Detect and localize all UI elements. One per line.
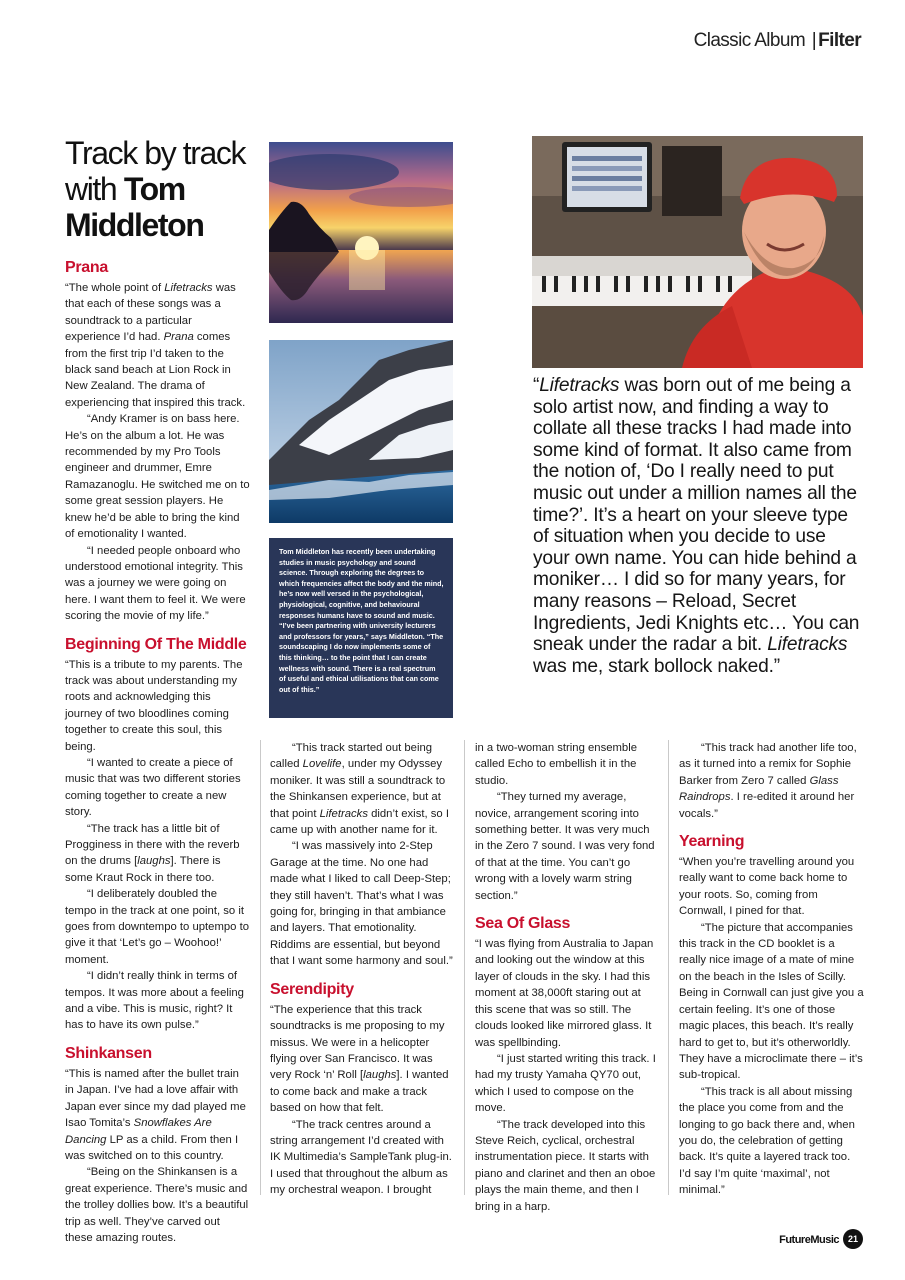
heading-beginning-of-the-middle: Beginning Of The Middle <box>65 635 247 653</box>
paragraph: “I didn’t really think in terms of tempos. It was more about a feeling and a vibe. This is music, right? It has to have its own pulse.” <box>65 970 244 1032</box>
title-line1: Track by track <box>65 135 246 171</box>
paragraph: “This is a tribute to my parents. The track was about understanding my roots and acknowledging this journey of two bloodlines coming together to create this soul, this being. <box>65 658 243 753</box>
paragraph: “The whole point of Lifetracks was that each of these songs was a soundtrack to a particular experience I’d had. Prana comes from the first trip I’d taken to the black sand beach at Lion Rock in New Zealand. The drama of experiencing that inspired this track. <box>65 282 246 409</box>
paragraph: “They turned my average, novice, arrangement scoring into something better. It was very much in the Zero 7 sound. I was very fond of that at the time. You can’t go wrong with a lovely warm string section.” <box>475 791 655 902</box>
quote-album-1: Lifetracks <box>539 375 620 396</box>
paragraph: “I just started writing this track. I had my trusty Yamaha QY70 out, which I used to compose on the move. <box>475 1052 656 1115</box>
sunset-rock-image <box>269 142 453 323</box>
quote-body: was born out of me being a solo artist now, and finding a way to collate all these tracks I had made into some kind of format. It also came from the notion of, ‘Do I really need to put music out under a million names all the time?’. It’s a heart on your sleeve type of situation when you decide to use your own name. You can hide behind a moniker… I did so for many years, for many reasons – Reload, Secret Ingredients, Jedi Knights etc… You can sneak under the radar a bit. <box>533 375 860 656</box>
column-1 <box>65 258 250 1246</box>
studio-portrait-image <box>532 136 863 368</box>
paragraph: “I needed people onboard who understood emotional integrity. This was a journey we were going on here. I want them to feel it. We were scoring the movie of my life.” <box>65 544 246 623</box>
article-title <box>65 135 265 243</box>
sunset-rock-photo <box>269 142 453 323</box>
paragraph: “I was flying from Australia to Japan and looking out the window at this layer of clouds in the sky. I had this moment at 38,000ft staring out at this scene that was so still. The clouds looked like mirrored glass. It was spellbinding. <box>475 938 654 1049</box>
section-header <box>694 30 861 52</box>
paragraph: “This track started out being called Lovelife, under my Odyssey moniker. It was still a soundtrack to the Shinkansen experience, but at that point Lifetracks didn’t exist, so I came up with another name for it. <box>270 742 449 837</box>
paragraph: “Andy Kramer is on bass here. He’s on the album a lot. He was recommended by my Pro Tools engineer and drummer, Emre Ramazanoglu. He switched me on to some great session players. He knew he’d be able to bring the kind of emotionality I wanted. <box>65 413 250 541</box>
tom-middleton-photo <box>532 136 863 368</box>
heading-sea-of-glass: Sea Of Glass <box>475 915 571 933</box>
pull-quote <box>533 375 861 677</box>
quote-album-2: Lifetracks <box>767 634 848 656</box>
heading-serendipity: Serendipity <box>270 980 354 998</box>
column-divider <box>260 740 261 1195</box>
column-4 <box>679 740 864 1199</box>
header-separator: | <box>811 30 817 51</box>
paragraph: “The track has a little bit of Progginess in there with the reverb on the drums [laughs]. There is some Kraut Rock in there too. <box>65 822 240 884</box>
column-2 <box>270 740 455 1199</box>
quote-end: was me, stark bollock naked.” <box>533 655 780 677</box>
paragraph: “When you’re travelling around you really want to come back home to your roots. So, coming from Cornwall, I pined for that. <box>679 856 855 918</box>
mountain-lake-image <box>269 340 453 523</box>
paragraph: “I was massively into 2-Step Garage at the time. No one had made what I liked to call Deep-Step; they still haven’t. That’s what I was going for, bringing in that ambiance and layers. That emotionality. Riddims are essential, but beyond that I want some harmony and soul.” <box>270 840 453 968</box>
column-3 <box>475 740 660 1215</box>
column-divider <box>464 740 465 1195</box>
mountain-lake-photo <box>269 340 453 523</box>
paragraph: “Being on the Shinkansen is a great experience. There’s music and the trolley dollies bow. It’s a beautiful trip as well. They’ve carved out these amazing routes. <box>65 1166 249 1244</box>
column-divider <box>668 740 669 1195</box>
paragraph: “The picture that accompanies this track in the CD booklet is a really nice image of a mate of mine on the beach in the Isles of Scilly. Being in Cornwall can just give you a certain feeling. It’s one of those magic places, this beach. It’s really hard to get to, but it’s otherworldly. They have a microclimate there – it’s sub-tropical. <box>679 921 864 1082</box>
paragraph: “I deliberately doubled the tempo in the track at one point, so it goes from downtempo to uptempo to give it that ‘Let’s go – Woohoo!’ moment. <box>65 888 249 966</box>
heading-shinkansen: Shinkansen <box>65 1044 152 1062</box>
title-with: with <box>65 171 117 207</box>
heading-yearning: Yearning <box>679 833 745 851</box>
quote-open: “ <box>533 375 540 396</box>
paragraph: in a two-woman string ensemble called Echo to embellish it in the studio. <box>475 742 637 787</box>
paragraph: “This is named after the bullet train in Japan. I’ve had a love affair with Japan ever since my dad played me Isao Tomita’s Snowflakes Are Dancing LP as a child. From then I was switched on to this country. <box>65 1067 246 1162</box>
section-tag: Filter <box>818 30 861 51</box>
paragraph: “The track developed into this Steve Reich, cyclical, orchestral instrumentation piece. It starts with piano and clarinet and then an oboe plays the main theme, and then I bring in a harp. <box>475 1118 656 1213</box>
paragraph: “This track is all about missing the place you come from and the longing to go back there and, when you do, the celebration of getting back. It’s quite a layered track too. I’d say I’m quite ‘maximal’, not minimal.” <box>679 1085 855 1197</box>
paragraph: “The experience that this track soundtracks is me proposing to my missus. We were in a helicopter flying over San Francisco. It was very Rock ‘n’ Roll [laughs]. I wanted to come back and make a track based on how that felt. <box>270 1003 449 1115</box>
paragraph: “This track had another life too, as it turned into a remix for Sophie Barker from Zero 7 called Glass Raindrops. I re-edited it around her vocals.” <box>679 742 857 820</box>
paragraph: “The track centres around a string arrangement I’d created with IK Multimedia’s SampleTank plug-in. I used that throughout the album as my orchestral weapon. I brought <box>270 1118 452 1197</box>
caption-text: Tom Middleton has recently been undertaking studies in music psychology and sound science. Through exploring the degrees to which frequencies affect the body and the mind, he’s now well versed in the psychological, physiological, cognitive, and behavioural responses humans have to sound and music. “I’ve been partnering with university lecturers and professors for years,” says Middleton. “The soundscaping I do now implements some of this thinking… to the point that I can create wellness with sound. There is a real spectrum of useful and ethical utilisations that can come out of this.” <box>279 547 444 694</box>
paragraph: “I wanted to create a piece of music that was two different stories coming together to create a new story. <box>65 756 241 819</box>
page-number: 21 <box>843 1229 863 1249</box>
section-name: Classic Album <box>693 30 806 51</box>
photo-caption <box>269 538 453 718</box>
heading-prana: Prana <box>65 259 108 276</box>
title-name: Tom Middleton <box>65 171 204 243</box>
magazine-brand: FutureMusic <box>779 1234 839 1246</box>
